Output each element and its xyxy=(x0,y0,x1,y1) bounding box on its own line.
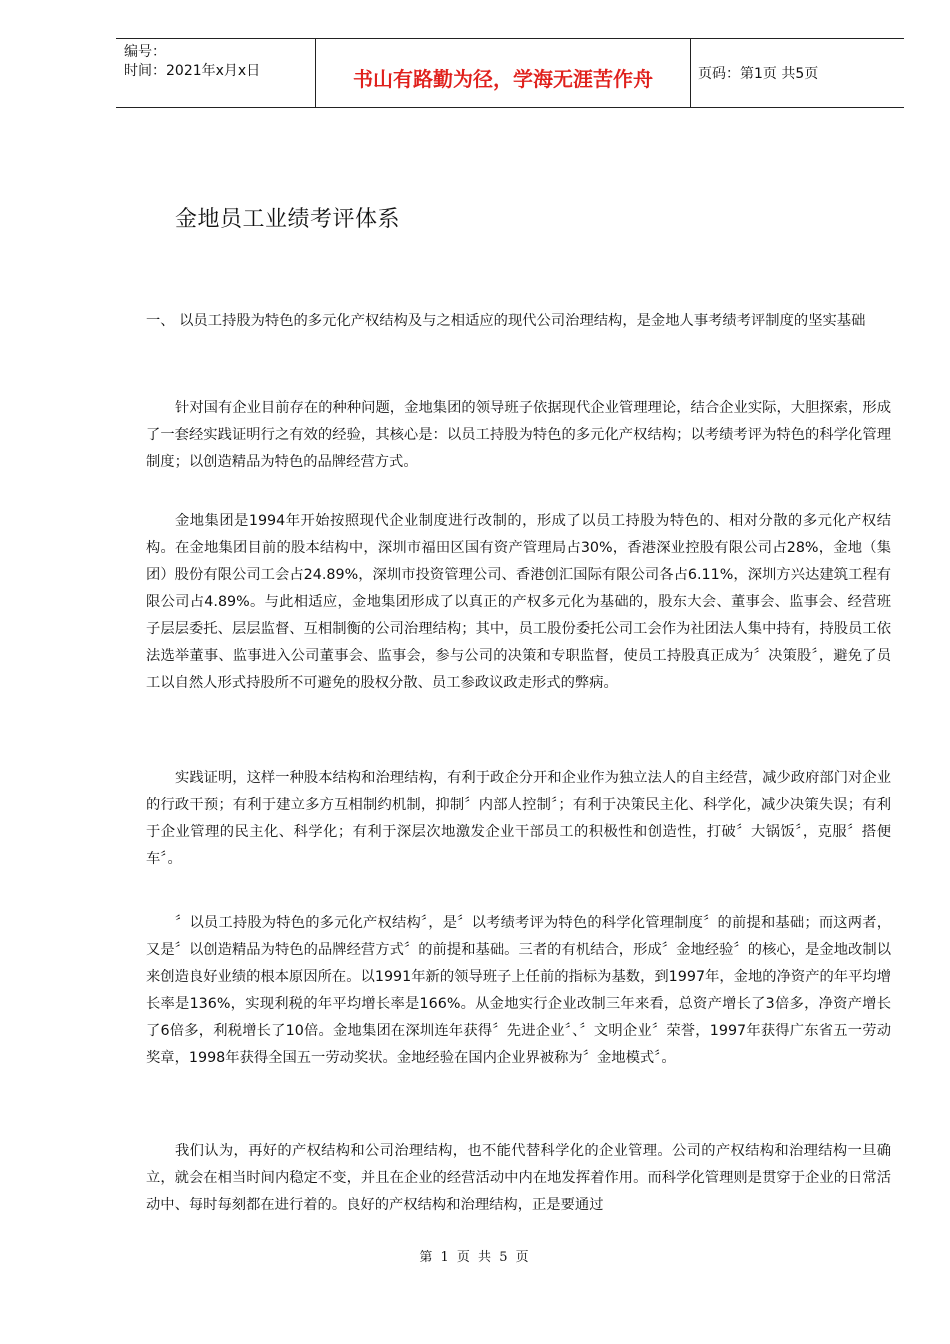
paragraph-2: 金地集团是1994年开始按照现代企业制度进行改制的，形成了以员工持股为特色的、相对分散的多元化产权结构。在金地集团目前的股本结构中，深圳市福田区国有资产管理局占30%，香港深业控股有限公司占28%，金地（集团）股份有限公司工会占24.89%，深圳市投资管理公司、香港创汇国际有限公司各占6.11%，深圳方兴达建筑工程有限公司占4.89%。与此相适应，金地集团形成了以真正的产权多元化为基础的，股东大会、董事会、监事会、经营班子层层委托、层层监督、互相制衡的公司治理结构；其中，员工股份委托公司工会作为社团法人集中持有，持股员工依法选举董事、监事进入公司董事会、监事会，参与公司的决策和专职监督，使员工持股真正成为〞决策股〞，避免了员工以自然人形式持股所不可避免的股权分散、员工参政议政走形式的弊病。 xyxy=(146,513,891,691)
document-title: 金地员工业绩考评体系 xyxy=(175,207,401,232)
page-label: 页码：第1页 共5页 xyxy=(698,66,819,82)
header-motto-cell xyxy=(315,39,691,107)
header-page-cell xyxy=(690,39,904,107)
paragraph-5: 我们认为，再好的产权结构和公司治理结构，也不能代替科学化的企业管理。公司的产权结构和治理结构一旦确立，就会在相当时间内稳定不变，并且在企业的经营活动中内在地发挥着作用。而科学化管理则是贯穿于企业的日常活动中、每时每刻都在进行着的。良好的产权结构和治理结构，正是要通过 xyxy=(146,1143,891,1213)
page-footer: 第 1 页 共 5 页 xyxy=(419,1250,531,1265)
section-heading: 一、 以员工持股为特色的多元化产权结构及与之相适应的现代公司治理结构，是金地人事考绩考评制度的坚实基础 xyxy=(146,313,866,329)
motto-text: 书山有路勤为径，学海无涯苦作舟 xyxy=(353,67,653,91)
paragraph-4: 〞以员工持股为特色的多元化产权结构〞，是〞以考绩考评为特色的科学化管理制度〞的前提和基础；而这两者，又是〞以创造精品为特色的品牌经营方式〞的前提和基础。三者的有机结合，形成〞金地经验〞的核心，是金地改制以来创造良好业绩的根本原因所在。以1991年新的领导班子上任前的指标为基数，到1997年，金地的净资产的年平均增长率是136%，实现利税的年平均增长率是166%。从金地实行企业改制三年来看，总资产增长了3倍多，净资产增长了6倍多，利税增长了10倍。金地集团在深圳连年获得〞先进企业〞、〞文明企业〞荣誉，1997年获得广东省五一劳动奖章，1998年获得全国五一劳动奖状。金地经验在国内企业界被称为〞金地模式〞。 xyxy=(146,915,891,1066)
paragraph-3: 实践证明，这样一种股本结构和治理结构，有利于政企分开和企业作为独立法人的自主经营，减少政府部门对企业的行政干预；有利于建立多方互相制约机制，抑制〞内部人控制〞；有利于决策民主化、科学化，减少决策失误；有利于企业管理的民主化、科学化；有利于深层次地激发企业干部员工的积极性和创造性，打破〞大锅饭〞，克服〞搭便车〞。 xyxy=(146,770,891,867)
header-meta-cell xyxy=(116,39,315,107)
time-label: 时间：2021年x月x日 xyxy=(124,63,261,79)
header-table xyxy=(116,38,904,108)
serial-label: 编号： xyxy=(124,44,166,60)
paragraph-1: 针对国有企业目前存在的种种问题，金地集团的领导班子依据现代企业管理理论，结合企业实际，大胆探索，形成了一套经实践证明行之有效的经验，其核心是：以员工持股为特色的多元化产权结构；以考绩考评为特色的科学化管理制度；以创造精品为特色的品牌经营方式。 xyxy=(146,400,891,470)
